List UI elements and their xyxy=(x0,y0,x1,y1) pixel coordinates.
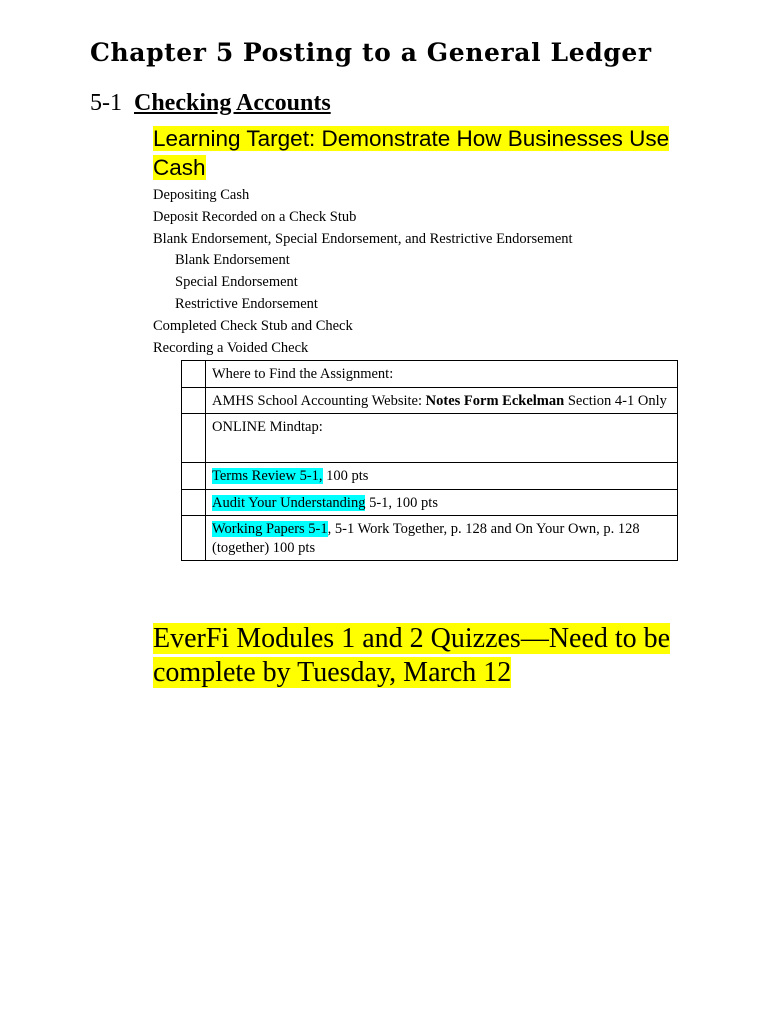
website-cell xyxy=(206,387,678,414)
assignment-table xyxy=(181,360,678,561)
checkbox-cell xyxy=(182,387,206,414)
website-source: Notes Form Eckelman xyxy=(425,392,565,409)
topic-item: Blank Endorsement, Special Endorsement, and Restrictive Endorsement xyxy=(153,230,573,247)
section-number: 5-1 xyxy=(90,90,122,116)
table-row xyxy=(182,387,678,414)
topic-item: Completed Check Stub and Check xyxy=(153,317,353,334)
chapter-number: Chapter 5 xyxy=(90,38,234,67)
terms-review-cell xyxy=(206,463,678,490)
checkbox-cell xyxy=(182,414,206,463)
audit-cell xyxy=(206,489,678,516)
section-heading xyxy=(90,90,331,117)
table-row xyxy=(182,361,678,388)
checkbox-cell xyxy=(182,516,206,561)
topic-item: Depositing Cash xyxy=(153,187,250,203)
website-prefix: AMHS School Accounting Website: xyxy=(212,392,426,409)
learning-target-text: Learning Target: Demonstrate How Businesses Use Cash xyxy=(153,126,670,180)
working-papers-cell xyxy=(206,516,678,561)
assignment-header: Where to Find the Assignment: xyxy=(206,361,678,388)
mindtap-cell: ONLINE Mindtap: xyxy=(206,414,678,463)
topic-item: Deposit Recorded on a Check Stub xyxy=(153,208,357,225)
subtopic-item: Special Endorsement xyxy=(175,274,298,291)
everfi-notice-text: EverFi Modules 1 and 2 Quizzes—Need to be complete by Tuesday, March 12 xyxy=(153,623,671,688)
subtopic-item: Blank Endorsement xyxy=(175,252,290,269)
subtopic-item: Restrictive Endorsement xyxy=(175,295,318,312)
working-papers-details: , 5-1 Work Together, p. 128 and On Your Own, p. 128 (together) 100 pts xyxy=(212,521,640,556)
chapter-name: Posting to a General Ledger xyxy=(242,38,652,67)
section-name: Checking Accounts xyxy=(134,90,331,116)
checkbox-cell xyxy=(182,361,206,388)
checkbox-cell xyxy=(182,489,206,516)
audit-link: Audit Your Understanding xyxy=(212,494,366,511)
topic-item: Recording a Voided Check xyxy=(153,339,309,356)
table-row xyxy=(182,489,678,516)
table-row xyxy=(182,414,678,463)
everfi-notice xyxy=(153,622,683,689)
learning-target xyxy=(153,124,673,182)
website-suffix: Section 4-1 Only xyxy=(564,392,667,409)
audit-points: 5-1, 100 pts xyxy=(365,494,438,511)
terms-review-link: Terms Review 5-1, xyxy=(212,468,323,484)
terms-review-points: 100 pts xyxy=(322,468,369,484)
chapter-title xyxy=(90,38,652,67)
topic-list xyxy=(153,185,573,359)
table-row xyxy=(182,463,678,490)
checkbox-cell xyxy=(182,463,206,490)
table-row xyxy=(182,516,678,561)
working-papers-link: Working Papers 5-1 xyxy=(212,521,328,537)
